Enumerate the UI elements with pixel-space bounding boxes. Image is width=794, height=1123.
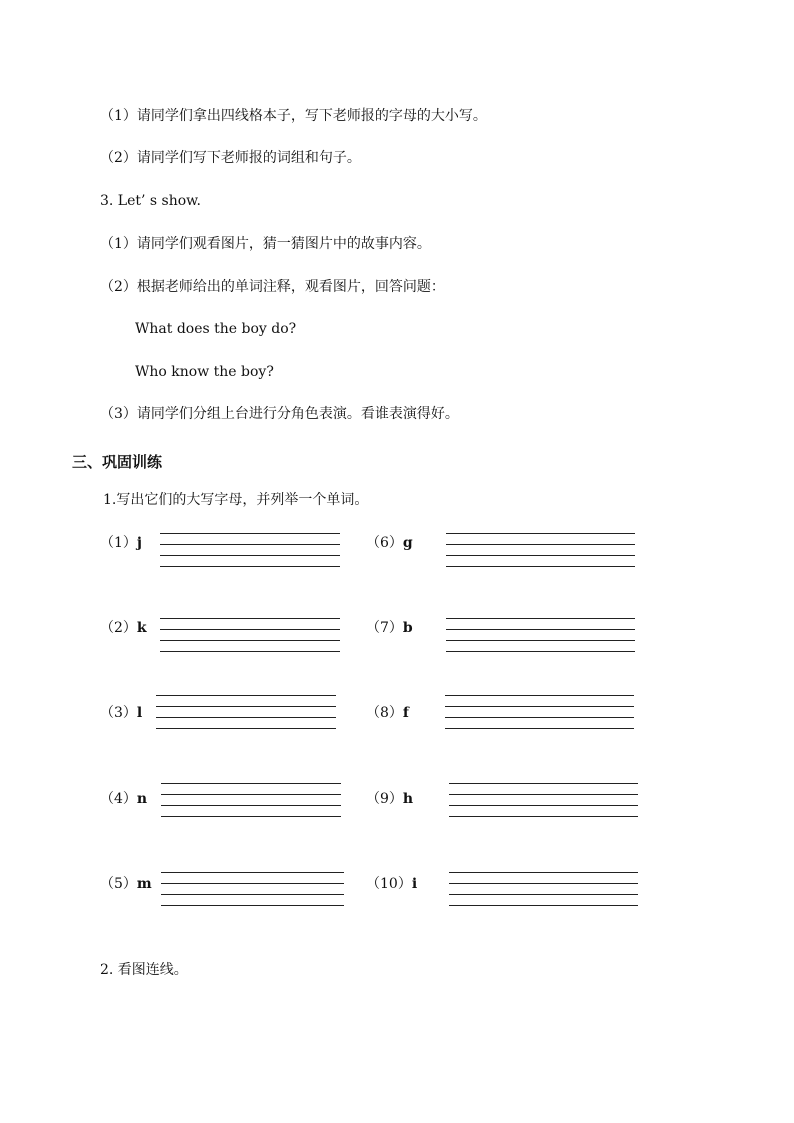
exercise-item-7 bbox=[366, 618, 641, 658]
four-line-grid[interactable] bbox=[161, 783, 341, 819]
task-2: 2. 看图连线。 bbox=[100, 962, 188, 978]
step-2: （2）请同学们写下老师报的词组和句子。 bbox=[100, 150, 361, 166]
step-1: （1）请同学们拿出四线格本子，写下老师报的字母的大小写。 bbox=[100, 108, 487, 124]
item-label: （9）h bbox=[366, 791, 414, 807]
four-line-grid[interactable] bbox=[449, 783, 638, 819]
item-label: （7）b bbox=[366, 620, 413, 636]
four-line-grid[interactable] bbox=[156, 695, 336, 731]
exercise-item-1 bbox=[100, 533, 350, 573]
item-label: （2）k bbox=[100, 620, 147, 636]
exercise-item-5 bbox=[100, 872, 350, 912]
item-label: （3）l bbox=[100, 705, 143, 721]
four-line-grid[interactable] bbox=[446, 533, 635, 569]
question-1: What does the boy do? bbox=[135, 321, 297, 337]
exercise-item-10 bbox=[366, 872, 641, 912]
exercise-item-4 bbox=[100, 783, 350, 823]
exercise-item-8 bbox=[366, 695, 641, 735]
exercise-item-3 bbox=[100, 695, 350, 735]
item-label: （1）j bbox=[100, 535, 142, 551]
step-3-1: （1）请同学们观看图片，猜一猜图片中的故事内容。 bbox=[100, 236, 431, 252]
four-line-grid[interactable] bbox=[160, 618, 340, 654]
four-line-grid[interactable] bbox=[161, 872, 344, 908]
exercise-item-2 bbox=[100, 618, 350, 658]
step-3-2: （2）根据老师给出的单词注释，观看图片，回答问题： bbox=[100, 279, 445, 295]
question-2: Who know the boy? bbox=[135, 364, 274, 380]
task-1: 1.写出它们的大写字母，并列举一个单词。 bbox=[103, 492, 369, 508]
four-line-grid[interactable] bbox=[445, 695, 634, 731]
four-line-grid[interactable] bbox=[449, 872, 638, 908]
step-3-3: （3）请同学们分组上台进行分角色表演。看谁表演得好。 bbox=[100, 406, 459, 422]
exercise-item-9 bbox=[366, 783, 641, 823]
four-line-grid[interactable] bbox=[160, 533, 340, 569]
item-label: （5）m bbox=[100, 876, 152, 892]
item-label: （10）i bbox=[366, 876, 418, 892]
item-label: （4）n bbox=[100, 791, 148, 807]
exercise-item-6 bbox=[366, 533, 641, 573]
section-3-heading: 三、巩固训练 bbox=[72, 453, 163, 471]
item-3-title: 3. Let’ s show. bbox=[100, 193, 201, 209]
item-label: （6）g bbox=[366, 535, 413, 551]
four-line-grid[interactable] bbox=[446, 618, 635, 654]
item-label: （8）f bbox=[366, 705, 409, 721]
